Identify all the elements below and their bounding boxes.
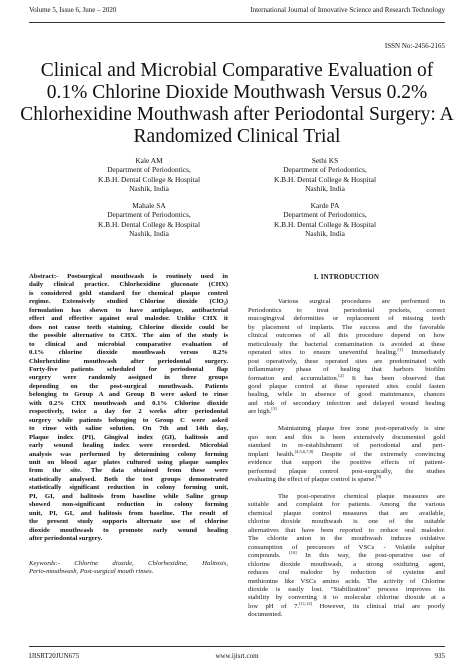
text-line: from the site. The data obtained from these were xyxy=(29,467,228,475)
text-line: are high.[3] xyxy=(248,406,277,416)
intro-paragraph-2 xyxy=(248,425,445,484)
left-column xyxy=(29,273,228,576)
intro-paragraph-3 xyxy=(248,493,445,620)
abstract xyxy=(29,273,228,544)
text-line: statistically significant reduction in colony forming unit, xyxy=(29,484,228,492)
text-line: formation and accumulation.[2] It has been observed that xyxy=(248,372,445,382)
text-line: PI, GI, and halitosis from baseline while Saline group xyxy=(29,492,228,500)
text-line: the possible alternative to CHX. The aim of the study is xyxy=(29,332,228,340)
author-name: Mahale SA xyxy=(132,201,166,210)
text-line: dioxide mouthwash to promote early wound healing xyxy=(29,526,228,534)
text-line: Abstract:- Postsurgical mouthwash is routinely used in xyxy=(29,273,228,280)
issn: ISSN No:-2456-2165 xyxy=(384,42,445,50)
author-city: Nashik, India xyxy=(305,183,345,193)
author-dept: Department of Periodontics, xyxy=(107,210,191,220)
text-line: stability by converting it to molecular chlorine dioxide at a xyxy=(248,594,445,602)
author-name: Karde PA xyxy=(310,201,340,210)
text-line: suitable and complaint for patients. Among the various xyxy=(248,501,445,509)
text-line: the present study supports alternate use of chlorine xyxy=(29,518,228,526)
author-dept: Department of Periodontics, xyxy=(107,165,191,175)
text-line: to clinical and microbial comparative evaluation of xyxy=(29,340,228,348)
text-line: unit, PI, GI, and halitosis from baseline. The result of xyxy=(29,509,228,517)
text-line: Keywords:- Chlorine dioxide, Chlorhexidine, Halitosis, xyxy=(29,559,228,567)
text-line: effect and effective against oral malodor. Unlike CHX it xyxy=(29,315,228,323)
text-line: reduces oral malodor by reduction of cysteine and xyxy=(248,569,445,577)
text-line: methionine like VSCs amino acids. The activity of Chlorine xyxy=(248,577,445,585)
text-line: chlorine dioxide mouthwash, a strong oxidizing agent, xyxy=(248,560,445,568)
text-line: depending on the post-surgical mouthwash. Patients xyxy=(29,382,228,390)
text-line: mucogingival deformities or replacement of missing teeth xyxy=(248,315,445,323)
author-block-1 xyxy=(64,156,234,193)
text-line: and risk of secondary infection and delayed wound healing xyxy=(248,399,445,407)
text-line: good plaque control at these operated sites could fasten xyxy=(248,382,445,390)
keywords xyxy=(29,560,228,577)
author-college: K.B.H. Dental College & Hospital xyxy=(273,174,377,184)
text-line: operated sites to ensure uneventful healing.[1] Immediately xyxy=(248,346,445,357)
author-block-4 xyxy=(240,201,410,238)
text-line: documented. xyxy=(248,611,283,619)
text-line: surgery were randomly assigned in three groups xyxy=(29,374,228,382)
header-rule xyxy=(29,22,445,23)
author-city: Nashik, India xyxy=(305,228,345,238)
text-line: quo non and this is been extensively documented gold xyxy=(248,433,445,441)
intro-paragraph-1 xyxy=(248,298,445,416)
author-block-2 xyxy=(240,156,410,193)
text-line: to rinse with saline solution. On 7th and 14th day, xyxy=(29,425,228,433)
author-dept: Department of Periodontics, xyxy=(283,210,367,220)
section-heading-introduction: I. INTRODUCTION xyxy=(313,273,380,281)
text-line: regime. Extensively studied Chlorine dioxide (ClO₂) xyxy=(29,298,228,306)
text-line: alternatives that have been reported to reduce oral malodor. xyxy=(248,526,445,534)
text-line: post operatively, these operated sites are predominated with xyxy=(248,357,445,365)
text-line: is considered gold standard for chemical plaque control xyxy=(29,289,228,297)
paragraph-gap xyxy=(248,417,445,426)
text-line: does not cause teeth staining. Chlorine dioxide could be xyxy=(29,323,228,331)
text-line: The post-operative chemical plaque measures are xyxy=(278,492,445,500)
text-line: Maintaining plaque free zone post-operatively is sine xyxy=(278,425,445,433)
author-name: Kale AM xyxy=(135,156,163,165)
author-college: K.B.H. Dental College & Hospital xyxy=(97,174,201,184)
right-column xyxy=(248,273,445,620)
text-line: evidence that support the positive effects of patient- xyxy=(248,459,445,467)
text-line: after periodontal surgery. xyxy=(29,535,103,543)
author-dept: Department of Periodontics, xyxy=(283,165,367,175)
text-line: statistically analysed. Both the test groups demonstrated xyxy=(29,475,228,483)
text-line: dioxide is easily lost. "Stabilization" process improves its xyxy=(248,585,445,593)
text-line: compounds. [10] In this way, the post-operative use of xyxy=(248,549,445,560)
author-city: Nashik, India xyxy=(129,228,169,238)
text-line: Periodontics to treat periodontal pockets, correct xyxy=(248,306,445,314)
text-line: Various surgical procedures are performed in xyxy=(278,298,445,306)
text-line: with 0.2% CHX mouthwash and 0.1% Chlorine dioxide xyxy=(29,399,228,407)
author-city: Nashik, India xyxy=(129,183,169,193)
text-line: chlorine dioxide mouthwash is one of the suitable xyxy=(248,518,445,526)
text-line: surgery while patients belonging to Group C were asked xyxy=(29,416,228,424)
text-line: 0.1% chlorine dioxide mouthwash versus 0.2% xyxy=(29,349,228,357)
paper-title: Clinical and Microbial Comparative Evaluation of 0.1% Chlorine Dioxide Mouthwash Versus 0.2% Chlorhexidine Mouthwash after Periodontal Surgery: A Randomized Clinical Trial xyxy=(20,60,454,147)
text-line: meticulously the bacterial contamination is avoided at these xyxy=(248,340,445,348)
text-line: chemical plaque control measures that are available, xyxy=(248,509,445,517)
paragraph-gap xyxy=(248,484,445,493)
author-name: Sethi KS xyxy=(311,156,339,165)
author-college: K.B.H. Dental College & Hospital xyxy=(97,219,201,229)
text-line: respectively, twice a day for 2 weeks after periodontal xyxy=(29,408,228,416)
page-number: 935 xyxy=(434,652,445,660)
journal-volume-issue: Volume 5, Issue 6, June – 2020 xyxy=(29,6,117,14)
text-line: Chlorhexidine mouthwash after periodontal surgery. xyxy=(29,357,228,365)
text-line: analysis was performed by determining colony forming xyxy=(29,450,228,458)
text-line: showed non-significant reduction in colony forming xyxy=(29,501,228,509)
text-line: The chlorite anion in the mouthwash induces oxidative xyxy=(248,535,445,543)
text-line: Perio-mouthwash, Post-surgical mouth rinses. xyxy=(29,567,154,575)
text-line: clinical outcomes of all this procedure depend on how xyxy=(248,332,445,340)
text-line: low pH of 7.[11,12] However, its clinical trial are poorly xyxy=(248,600,445,610)
text-line: by placement of implants. The success and the favorable xyxy=(248,323,445,331)
text-line: standard in re-establishment of periodontal and peri- xyxy=(248,442,445,450)
text-line: performed plaque control post-surgically, the studies xyxy=(248,467,445,475)
journal-website: www.ijisrt.com xyxy=(215,652,259,660)
paper-id: IJISRT20JUN675 xyxy=(29,652,80,660)
text-line: early wound healing index were recorded. Microbial xyxy=(29,442,228,450)
text-line: daily clinical practice. Chlorhexidine gluconate (CHX) xyxy=(29,281,228,289)
text-line: inflammatory phase of healing that harbors biofilm xyxy=(248,366,445,374)
author-college: K.B.H. Dental College & Hospital xyxy=(273,219,377,229)
text-line: Plaque index (PI), Gingival index (GI), halitosis and xyxy=(29,433,228,441)
text-line: implant health.[4,5,6,7,8] Despite of the extremely convincing xyxy=(248,448,445,458)
text-line: belonging to Group A and Group B were asked to rinse xyxy=(29,391,228,399)
text-line: Forty-five patients scheduled for periodontal flap xyxy=(29,365,228,373)
journal-name: International Journal of Innovative Science and Research Technology xyxy=(250,6,445,14)
text-line: formulation has shown to have antiplaque, antibacterial xyxy=(29,306,228,314)
text-line: consumption of precursors of VSCs - Volatile sulphur xyxy=(248,543,445,551)
text-line: evaluating the effect of plaque control is sparse.[9] xyxy=(248,473,382,484)
footer-rule xyxy=(29,646,445,647)
text-line: unit on blood agar plates cultured using plaque samples xyxy=(29,458,228,466)
text-line: healing, while in absence of good maintenance, chances xyxy=(248,391,445,399)
author-block-3 xyxy=(64,201,234,238)
